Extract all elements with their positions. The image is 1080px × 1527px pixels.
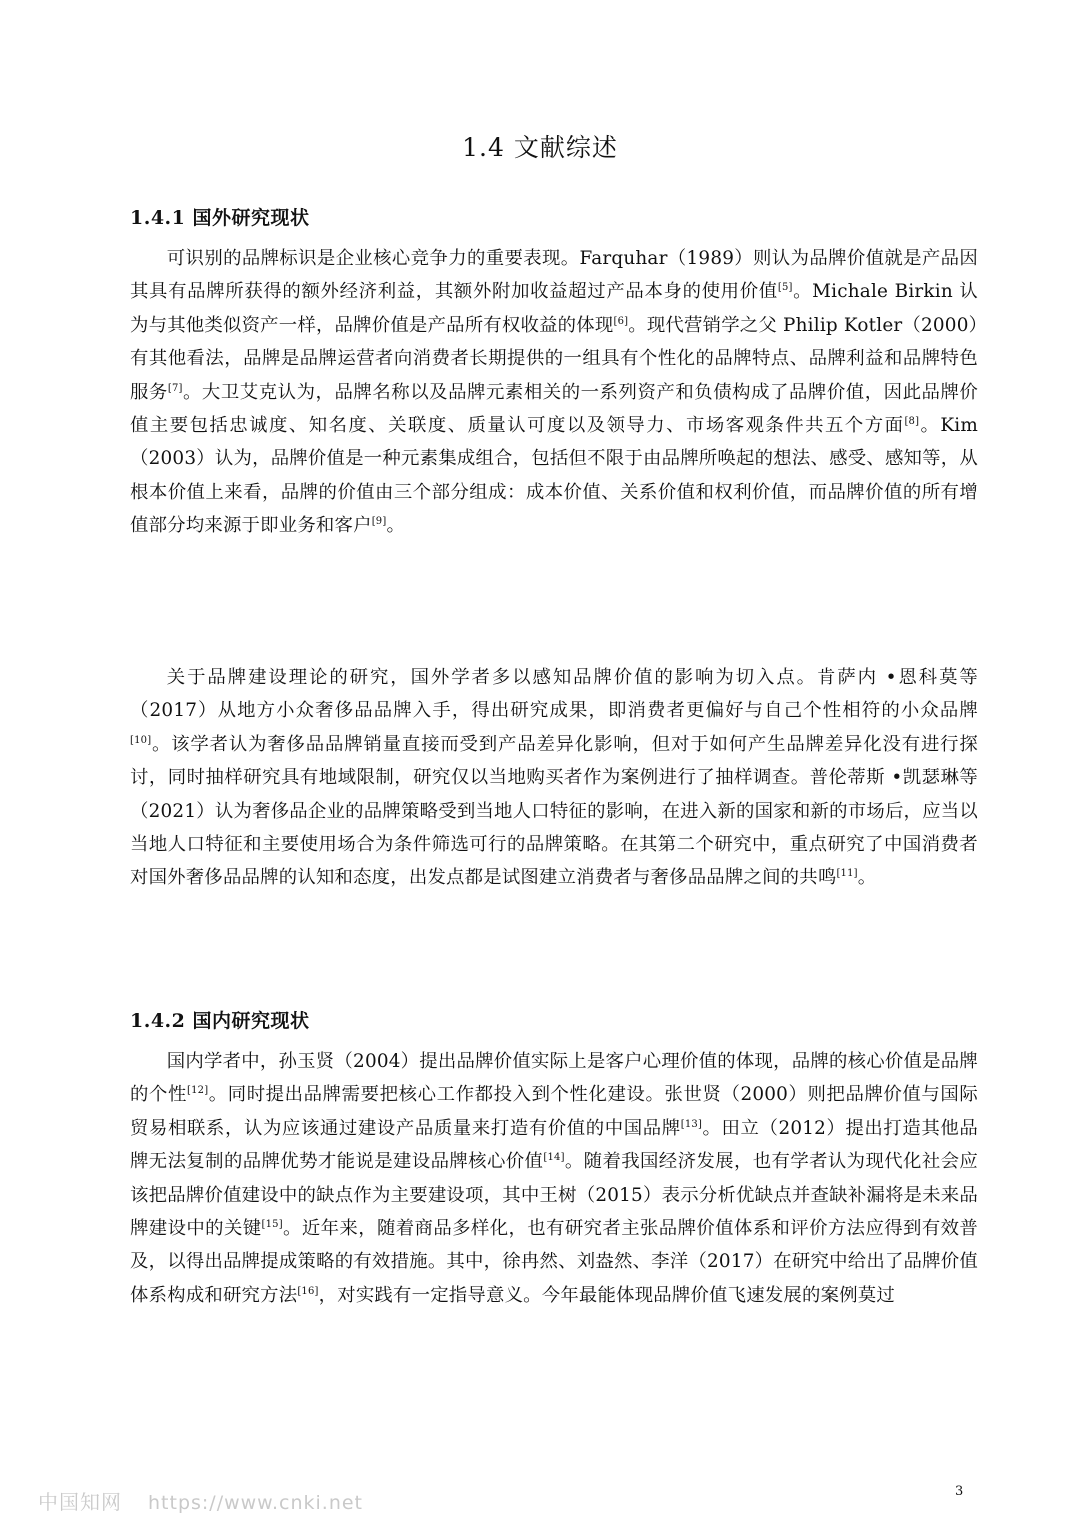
citation-15[interactable]: [15] xyxy=(261,1218,283,1230)
text-segment: 。田立（2012）提出打造其他品牌无法复制的品牌优势才能说是建设品牌核心价值 xyxy=(130,1117,978,1173)
citation-10[interactable]: [10] xyxy=(130,734,152,746)
text-segment: 。大卫艾克认为，品牌名称以及品牌元素相关的一系列资产和负债构成了品牌价值，因此品牌价值主要包括忠诚度、知名度、关联度、质量认可度以及领导力、市场客观条件共五个方面 xyxy=(130,381,978,437)
citation-8[interactable]: [8] xyxy=(904,415,920,427)
paragraph-foreign-brand-value xyxy=(130,242,978,543)
text-segment: 。随着我国经济发展，也有学者认为现代化社会应该把品牌价值建设中的缺点作为主要建设项，其中王树（2015）表示分析优缺点并查缺补漏将是未来品牌建设中的关键 xyxy=(130,1151,979,1240)
text-segment: 。近年来，随着商品多样化，也有研究者主张品牌价值体系和评价方法应得到有效普及，以得出品牌提成策略的有效措施。其中，徐冉然、刘盎然、李洋（2017）在研究中给出了品牌价值体系构成和研究方法 xyxy=(130,1218,978,1306)
section-title: 1.4 文献综述 xyxy=(462,133,618,162)
text-segment: 。同时提出品牌需要把核心工作都投入到个性化建设。张世贤（2000）则把品牌价值与国际贸易相联系，认为应该通过建设产品质量来打造有价值的中国品牌 xyxy=(130,1084,978,1139)
watermark-logo: 中国知网 xyxy=(38,1490,122,1514)
text-segment: 。 xyxy=(857,867,877,889)
watermark-url[interactable]: https://www.cnki.net xyxy=(148,1492,364,1514)
text-segment: 。该学者认为奢侈品品牌销量直接而受到产品差异化影响，但对于如何产生品牌差异化没有进行探讨，同时抽样研究具有地域限制，研究仅以当地购买者作为案例进行了抽样调查。普伦蒂斯 •凯瑟琳等（2021）认为奢侈品企业的品牌策略受到当地人口特征的影响，在进入新的国家和新的市场后，应当以当地人口特征和主要使用场合为条件筛选可行的品牌策略。在其第二个研究中，重点研究了中国消费者对国外奢侈品品牌的认知和态度，出发点都是试图建立消费者与奢侈品品牌之间的共鸣 xyxy=(130,733,978,889)
citation-16[interactable]: [16] xyxy=(297,1285,319,1297)
subsection-heading-domestic: 1.4.2 国内研究现状 xyxy=(130,1010,310,1032)
citation-7[interactable]: [7] xyxy=(167,382,183,394)
citation-6[interactable]: [6] xyxy=(613,315,629,327)
text-segment: 国内学者中，孙玉贤（2004）提出品牌价值实际上是客户心理价值的体现，品牌的核心价值是品牌的个性 xyxy=(130,1051,978,1106)
paragraph-domestic-research xyxy=(130,1045,978,1312)
text-segment: ，对实践有一定指导意义。今年最能体现品牌价值飞速发展的案例莫过 xyxy=(318,1284,895,1306)
text-segment: 。 xyxy=(386,515,406,537)
citation-13[interactable]: [13] xyxy=(680,1118,703,1130)
cnki-watermark xyxy=(38,1486,363,1515)
citation-12[interactable]: [12] xyxy=(186,1085,209,1097)
text-segment: 可识别的品牌标识是企业核心竞争力的重要表现。Farquhar（1989）则认为品牌价值就是产品因其具有品牌所获得的额外经济利益，其额外附加收益超过产品本身的使用价值 xyxy=(130,248,978,303)
paragraph-foreign-brand-building xyxy=(130,661,978,895)
text-segment: 。Kim（2003）认为，品牌价值是一种元素集成组合，包括但不限于由品牌所唤起的想法、感受、感知等，从根本价值上来看，品牌的价值由三个部分组成：成本价值、关系价值和权利价值，而品牌价值的所有增值部分均来源于即业务和客户 xyxy=(130,415,978,537)
citation-14[interactable]: [14] xyxy=(543,1152,565,1164)
page-number: 3 xyxy=(955,1484,964,1499)
subsection-heading-foreign: 1.4.1 国外研究现状 xyxy=(130,207,310,229)
text-segment: 。现代营销学之父 Philip Kotler（2000）有其他看法，品牌是品牌运营者向消费者长期提供的一组具有个性化的品牌特点、品牌利益和品牌特色服务 xyxy=(130,314,978,403)
text-segment: 。Michale Birkin 认为与其他类似资产一样，品牌价值是产品所有权收益的体现 xyxy=(130,281,978,336)
citation-9[interactable]: [9] xyxy=(371,516,387,528)
citation-5[interactable]: [5] xyxy=(777,282,793,294)
citation-11[interactable]: [11] xyxy=(836,868,858,880)
text-segment: 关于品牌建设理论的研究，国外学者多以感知品牌价值的影响为切入点。肯萨内 •恩科莫等（2017）从地方小众奢侈品品牌入手，得出研究成果，即消费者更偏好与自己个性相符的小众品牌 xyxy=(130,667,978,722)
